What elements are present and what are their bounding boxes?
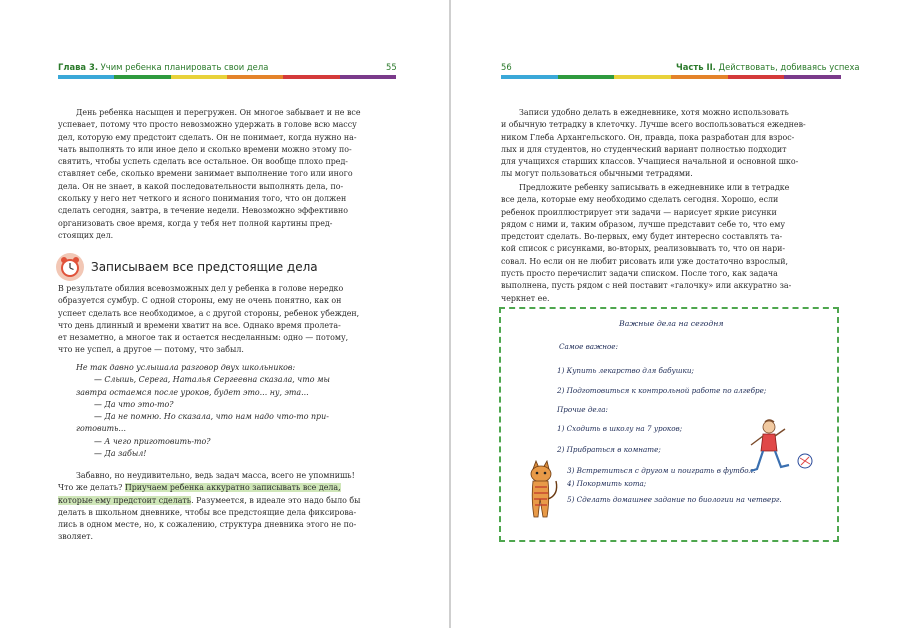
text-line: организовать свое время, когда у тебя нет полной картины пред- bbox=[58, 218, 333, 228]
dialog-line: готовить... bbox=[76, 424, 126, 434]
text-line: ребенок проиллюстрирует эти задачи — нарисует яркие рисунки bbox=[501, 207, 777, 217]
chapter-label: Глава 3. bbox=[58, 62, 98, 72]
section-heading bbox=[55, 252, 318, 282]
left-page bbox=[0, 0, 449, 628]
text-line: делать в школьном дневнике, чтобы все предстоящие дела фиксирова- bbox=[58, 507, 357, 517]
note-line: 2) Подготовиться к контрольной работе по алгебре; bbox=[557, 386, 767, 395]
text-line: пусть просто перечислит задачи списком. После того, как задача bbox=[501, 269, 778, 279]
text-line: совал. Но если он не любит рисовать или уже достаточно взрослый, bbox=[501, 256, 788, 266]
note-line: 2) Прибраться в комнате; bbox=[557, 445, 661, 454]
dialog-line: — Слышь, Серега, Наталья Сергеевна сказала, что мы bbox=[94, 375, 330, 385]
note-title: Важные дела на сегодня bbox=[619, 319, 724, 328]
left-color-stripe bbox=[58, 75, 396, 79]
text-line: успевает, потому что просто невозможно удержать в голове всю массу bbox=[58, 120, 357, 130]
stripe-segment bbox=[283, 75, 339, 79]
text-line: что день длинный и времени хватит на все. Однако время пролета- bbox=[58, 320, 341, 330]
text-line: что не успел, а другое — потому, что забыл. bbox=[58, 345, 244, 355]
stripe-segment bbox=[614, 75, 671, 79]
note-line: 3) Встретиться с другом и поиграть в футбол. bbox=[567, 466, 756, 475]
text-line: дела. Он не знает, в какой последовательности выполнять дела, по- bbox=[58, 181, 344, 191]
part-label: Часть II. bbox=[676, 62, 716, 72]
stripe-segment bbox=[340, 75, 396, 79]
section-title: Записываем все предстоящие дела bbox=[91, 260, 318, 274]
stripe-segment bbox=[501, 75, 558, 79]
text-line: Забавно, но неудивительно, ведь задач масса, всего не упомнишь! bbox=[76, 471, 355, 480]
highlighted-text: Приучаем ребенка аккуратно записывать все дела, bbox=[124, 483, 341, 493]
text-span: Что же делать? bbox=[58, 483, 125, 493]
right-running-header bbox=[676, 62, 860, 72]
note-line: 5) Сделать домашнее задание по биологии на четверг. bbox=[567, 495, 782, 504]
text-line: успеет сделать все необходимое, а с другой стороны, ребенок убежден, bbox=[58, 308, 360, 318]
cat-drawing-icon bbox=[523, 459, 563, 529]
text-line: святить, чтобы успеть сделать все остальное. Он вообще плохо пред- bbox=[58, 157, 348, 167]
part-title: Действовать, добиваясь успеха bbox=[718, 62, 860, 72]
note-line: 1) Купить лекарство для бабушки; bbox=[557, 366, 694, 375]
text-line: и обычную тетрадку в клеточку. Лучше всего воспользоваться ежеднев- bbox=[501, 120, 806, 130]
left-paragraph-1 bbox=[58, 107, 398, 242]
right-color-stripe bbox=[501, 75, 841, 79]
text-line: лых и для студентов, но студенческий вариант полностью подходит bbox=[501, 144, 787, 154]
text-line: для учащихся старших классов. Учащиеся начальной и основной шко- bbox=[501, 157, 799, 167]
text-line: В результате обилия всевозможных дел у ребенка в голове нередко bbox=[58, 284, 344, 293]
stripe-segment bbox=[558, 75, 615, 79]
dialog-line: — Да не помню. Но сказала, что нам надо что-то при- bbox=[94, 412, 329, 422]
stripe-segment bbox=[671, 75, 728, 79]
left-page-number: 55 bbox=[386, 62, 397, 72]
text-line: кой список с рисунками, во-вторых, реализовывать то, что он нари- bbox=[501, 244, 786, 254]
left-running-header bbox=[58, 62, 268, 72]
dialog-quote bbox=[76, 362, 396, 460]
stripe-segment bbox=[784, 75, 841, 79]
text-line: предстоит сделать. Во-первых, ему будет интересно составлять та- bbox=[501, 232, 783, 242]
text-line: Записи удобно делать в ежедневнике, хотя можно использовать bbox=[519, 108, 789, 117]
right-page-number: 56 bbox=[501, 62, 512, 72]
text-line bbox=[58, 482, 398, 494]
text-line: сделать сегодня, завтра, в течение недели. Невозможно эффективно bbox=[58, 206, 348, 216]
left-paragraph-3 bbox=[58, 470, 398, 544]
text-line: лы могут пользоваться обычными тетрадями. bbox=[501, 169, 693, 179]
boy-playing-football-icon bbox=[739, 417, 819, 487]
note-line: 1) Сходить в школу на 7 уроков; bbox=[557, 424, 683, 433]
text-line: рядом с ними и, таким образом, лучше представит себе то, что ему bbox=[501, 219, 786, 229]
dialog-line: — Да забыл! bbox=[94, 449, 147, 459]
text-line: выполнена, пусть рядом с ней поставит «галочку» или аккуратно за- bbox=[501, 281, 792, 291]
text-line: ником Глеба Архангельского. Он, правда, пока разработан для взрос- bbox=[501, 132, 795, 142]
highlighted-text: которые ему предстоит сделать bbox=[58, 495, 192, 505]
dialog-line: — А чего приготовить-то? bbox=[94, 436, 211, 446]
left-paragraph-2 bbox=[58, 283, 398, 357]
text-line: черкнет ее. bbox=[501, 293, 550, 303]
text-line: День ребенка насыщен и перегружен. Он многое забывает и не все bbox=[76, 108, 361, 117]
right-paragraph-1 bbox=[501, 107, 841, 181]
dialog-line: — Да что это-то? bbox=[94, 399, 174, 409]
chapter-title: Учим ребенка планировать свои дела bbox=[100, 62, 269, 72]
handwritten-todo-note bbox=[499, 307, 839, 542]
text-line bbox=[58, 495, 398, 507]
alarm-clock-icon bbox=[55, 252, 85, 282]
text-line: образуется сумбур. С одной стороны, ему не очень понятно, как он bbox=[58, 296, 342, 306]
text-line: чать выполнять то или иное дело и сколько времени можно этому по- bbox=[58, 144, 352, 154]
text-line: дел, которую ему предстоит сделать. Он не понимает, когда нужно на- bbox=[58, 132, 357, 142]
text-line: ет незаметно, а многое так и остается несделанным: одно — потому, bbox=[58, 333, 349, 343]
stripe-segment bbox=[171, 75, 227, 79]
text-line: лись в одном месте, но, к сожалению, структура дневника этого не по- bbox=[58, 520, 357, 530]
stripe-segment bbox=[114, 75, 170, 79]
text-line: ставляет себе, сколько времени занимает выполнение того или иного bbox=[58, 169, 353, 179]
stripe-segment bbox=[227, 75, 283, 79]
dialog-line: завтра остаемся после уроков, будет это... ну, эта... bbox=[76, 387, 309, 397]
note-line: Самое важное: bbox=[559, 342, 618, 351]
text-line: Предложите ребенку записывать в ежедневнике или в тетрадке bbox=[519, 183, 790, 192]
note-line: 4) Покормить кота; bbox=[567, 479, 647, 488]
text-span: . Разумеется, в идеале это надо было бы bbox=[191, 495, 361, 505]
stripe-segment bbox=[728, 75, 785, 79]
text-line: зволяет. bbox=[58, 532, 94, 542]
text-line: стоящих дел. bbox=[58, 230, 114, 240]
right-paragraph-2 bbox=[501, 182, 841, 305]
text-line: все дела, которые ему необходимо сделать сегодня. Хорошо, если bbox=[501, 195, 779, 205]
text-line: скольку у него нет четкого и ясного понимания того, что он должен bbox=[58, 194, 347, 204]
stripe-segment bbox=[58, 75, 114, 79]
note-line: Прочие дела: bbox=[557, 405, 608, 414]
dialog-line: Не так давно услышала разговор двух школьников: bbox=[76, 363, 296, 372]
